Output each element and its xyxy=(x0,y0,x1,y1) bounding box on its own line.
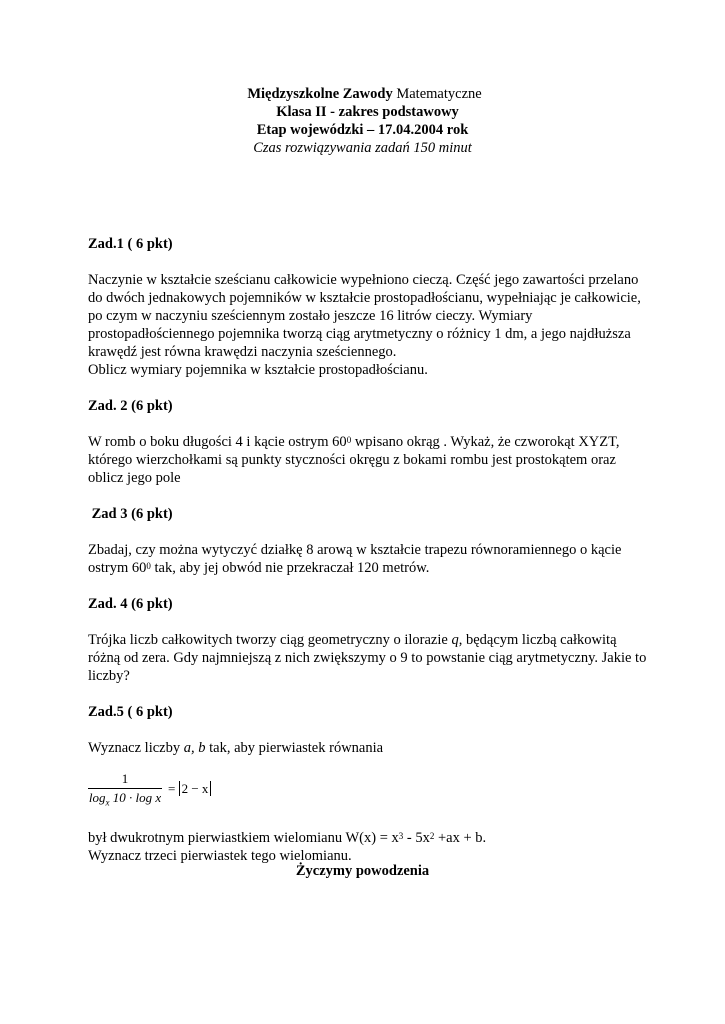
closing-wish: Życzymy powodzenia xyxy=(295,863,430,879)
task-5-text-a: Wyznacz liczby xyxy=(88,740,184,756)
header-line-1 xyxy=(0,85,725,103)
header-competition-bold: Międzyszkolne Zawody xyxy=(247,86,393,102)
task-5-text-b: tak, aby pierwiastek równania xyxy=(205,740,384,756)
task-2-title: Zad. 2 (6 pkt) xyxy=(88,398,173,414)
formula-denominator-rest: 10 · log x xyxy=(109,790,162,805)
task-5-text xyxy=(88,739,648,757)
task-4-var-q: q xyxy=(451,632,459,648)
task-3-text xyxy=(88,541,648,577)
formula-fraction-bar xyxy=(88,788,162,789)
task-3-degree: 0 xyxy=(146,561,151,571)
formula-numerator: 1 xyxy=(121,771,129,786)
task-5-polynomial xyxy=(88,829,648,847)
header-stage: Etap wojewódzki – 17.04.2004 rok xyxy=(256,122,469,138)
task-3-text-a: Zbadaj, czy można wytyczyć działkę 8 arową w kształcie trapezu równoramiennego o kącie ostrym 60 xyxy=(88,542,622,576)
task-1-title: Zad.1 ( 6 pkt) xyxy=(88,236,173,252)
task-2-text-b: wpisano okrąg . Wykaż, że czworokąt XYZT, którego wierzchołkami są punkty styczności okręgu z bokami rombu jest prostokątem oraz oblicz jego pole xyxy=(88,434,620,486)
task-5-after-a: był dwukrotnym pierwiastkiem wielomianu W(x) = x xyxy=(88,830,399,846)
formula-denominator xyxy=(88,790,162,811)
formula-rhs xyxy=(168,780,211,798)
task-5-after-b: - 5x xyxy=(403,830,430,846)
task-4-text-b: , będącym liczbą całkowitą różną od zera. Gdy najmniejszą z nich zwiększymy o 9 to powstanie ciąg arytmetyczny. Jakie to liczby? xyxy=(88,632,647,684)
task-2-degree: 0 xyxy=(346,435,352,445)
task-5-vars: a, b xyxy=(183,740,206,756)
formula-abs-content: 2 − x xyxy=(181,781,209,796)
task-1-question: Oblicz wymiary pojemnika w kształcie prostopadłościanu. xyxy=(88,362,428,378)
header-competition-normal: Matematyczne xyxy=(396,86,482,102)
header-time: Czas rozwiązywania zadań 150 minut xyxy=(253,140,472,156)
task-4-text xyxy=(88,631,648,685)
formula-absolute-value xyxy=(179,781,212,796)
document-header xyxy=(0,85,725,157)
task-2-text-a: W romb o boku długości 4 i kącie ostrym 60 xyxy=(88,434,347,450)
header-class: Klasa II - zakres podstawowy xyxy=(276,104,459,120)
formula-log-base: x xyxy=(105,797,110,808)
task-5-exp-3: 3 xyxy=(398,831,404,841)
formula-fraction xyxy=(88,771,162,811)
task-4-text-a: Trójka liczb całkowitych tworzy ciąg geometryczny o ilorazie xyxy=(88,632,452,648)
task-3-text-b: tak, aby jej obwód nie przekraczał 120 metrów. xyxy=(150,560,430,576)
task-5-title: Zad.5 ( 6 pkt) xyxy=(88,704,173,720)
task-5-formula xyxy=(88,771,648,813)
task-3-title: Zad 3 (6 pkt) xyxy=(88,506,173,522)
tasks-content xyxy=(88,235,648,865)
task-5-question: Wyznacz trzeci pierwiastek tego wielomianu. xyxy=(88,848,352,864)
task-4-title: Zad. 4 (6 pkt) xyxy=(88,596,173,612)
task-1-text: Naczynie w kształcie sześcianu całkowicie wypełniono cieczą. Część jego zawartości przelano do dwóch jednakowych pojemników w kształcie prostopadłościanu, wypełniając je całkowicie, po czym w naczyniu sześciennym zostało jeszcze 16 litrów cieczy. Wymiary prostopadłościennego pojemnika tworzą ciąg arytmetyczny o różnicy 1 dm, a jego najdłuższa krawędź jest równa krawędzi naczynia sześciennego. xyxy=(88,272,641,360)
formula-equals: = xyxy=(168,781,176,796)
formula-log: log xyxy=(88,790,106,805)
task-5-exp-2: 2 xyxy=(429,831,435,841)
task-2-text xyxy=(88,433,648,487)
task-5-after-c: +ax + b. xyxy=(434,830,487,846)
